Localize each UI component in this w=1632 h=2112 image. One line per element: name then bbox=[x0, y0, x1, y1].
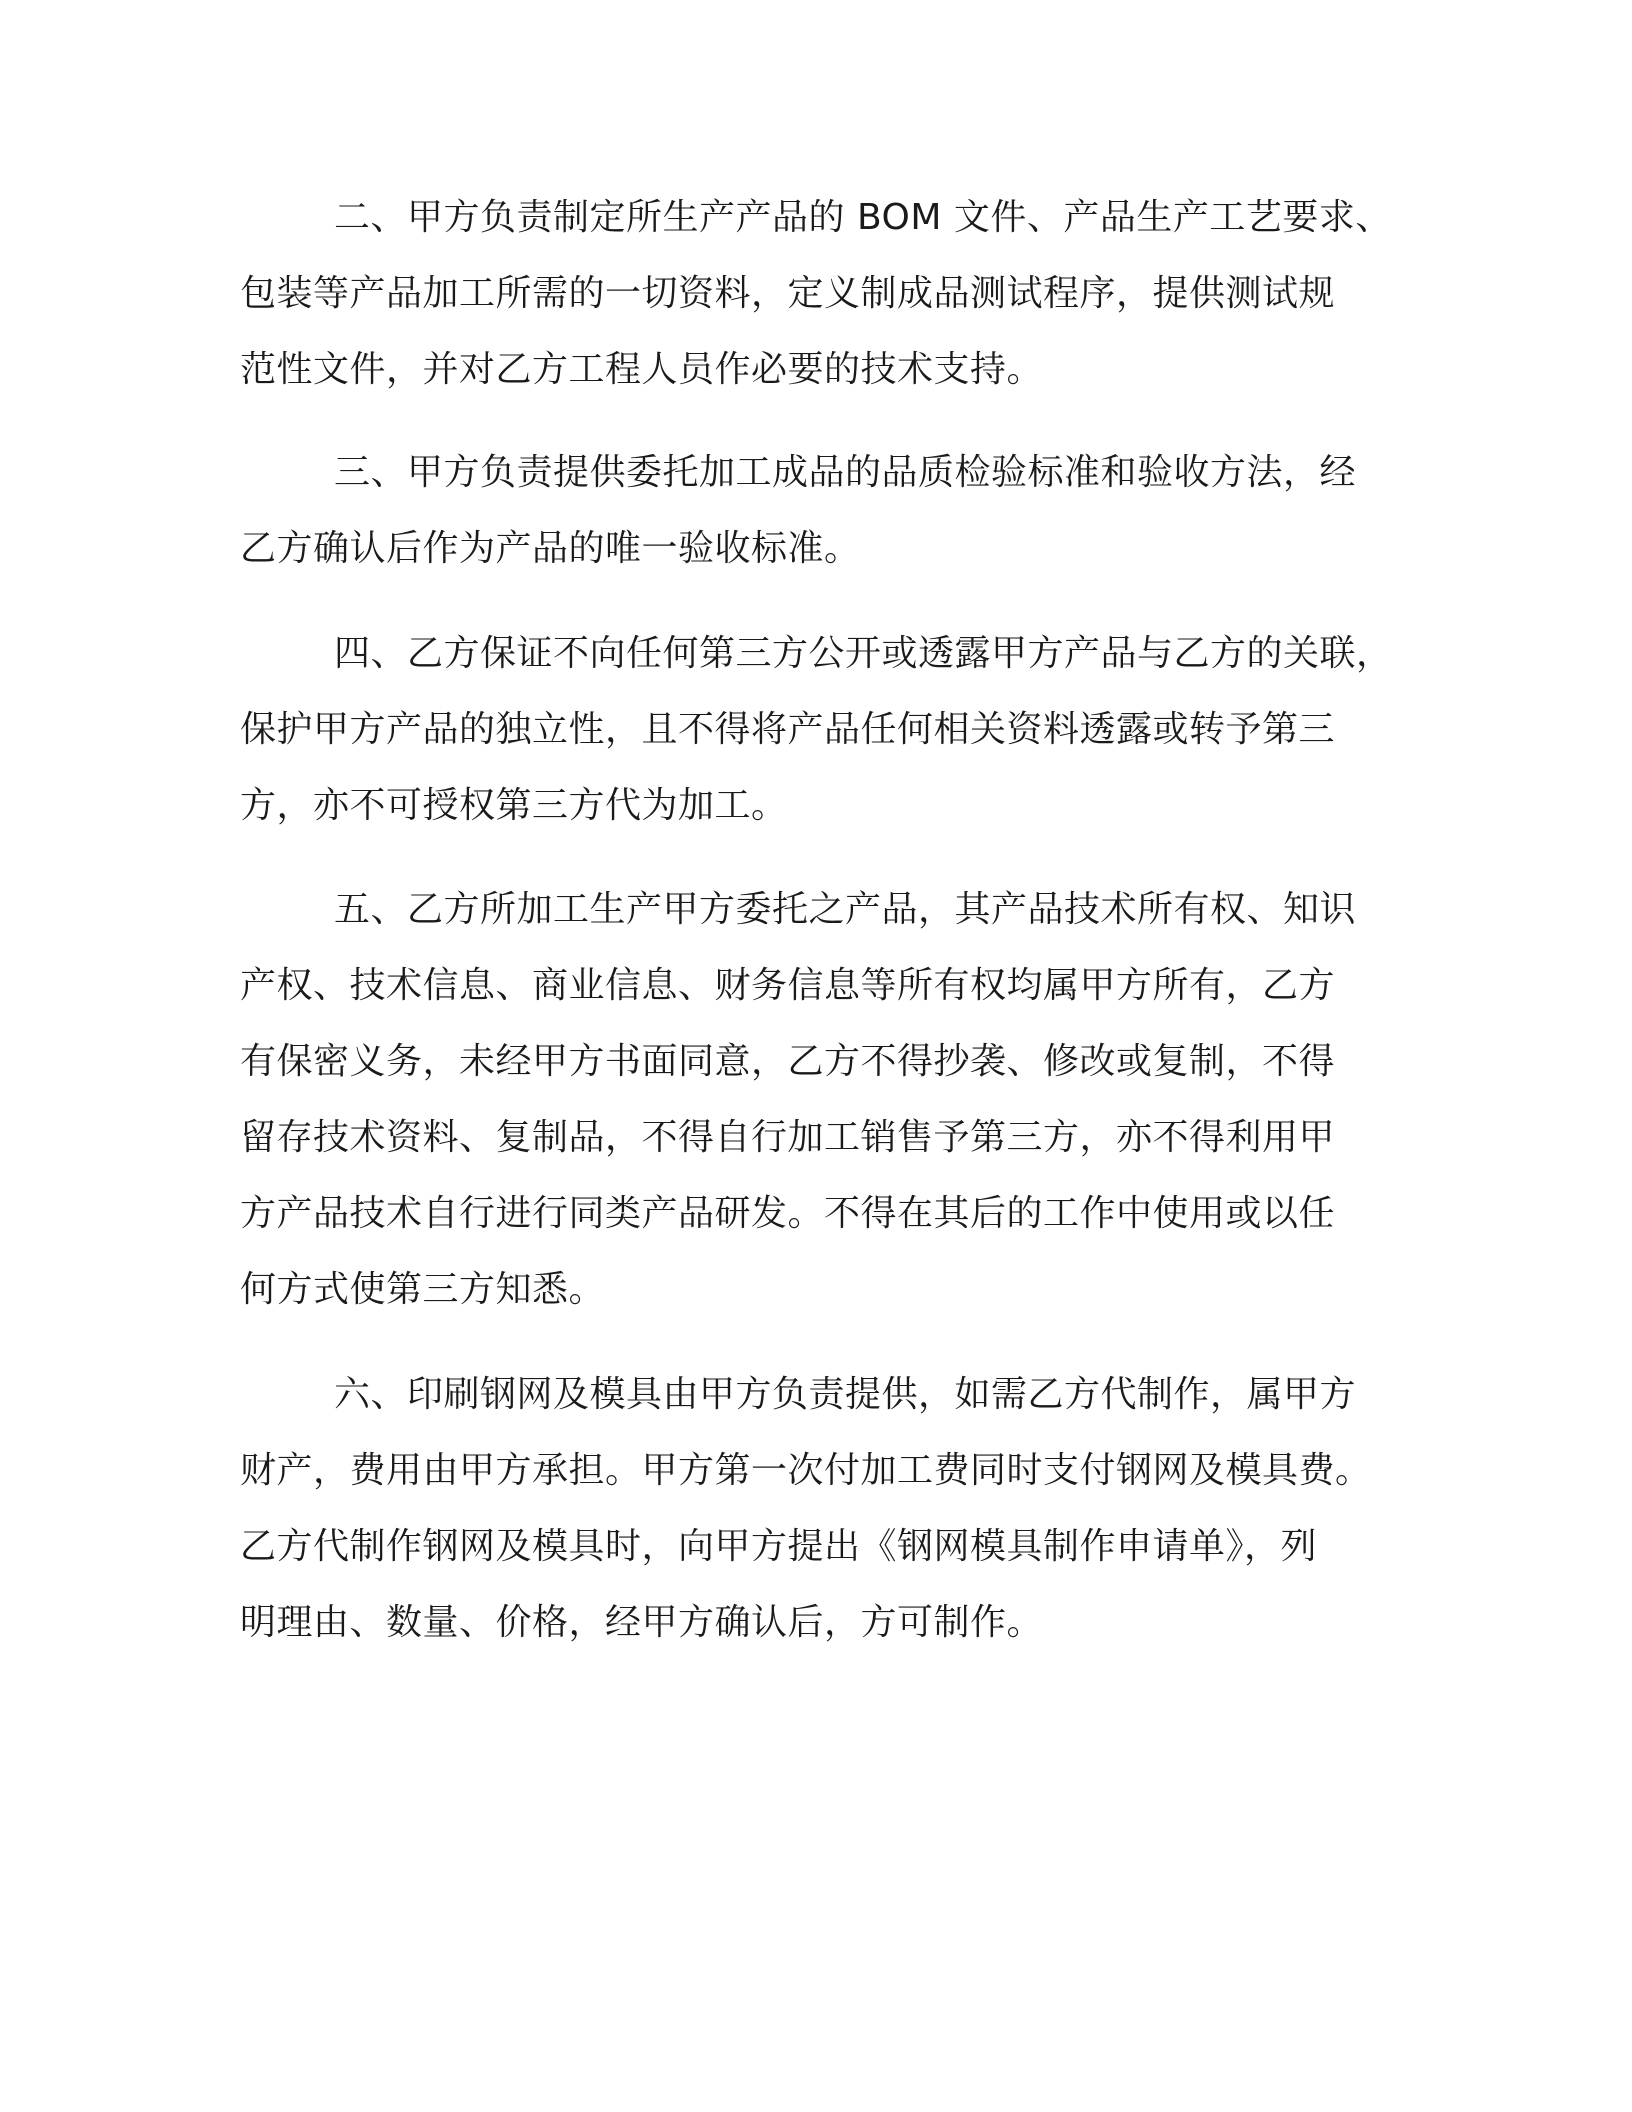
paragraph-6-line-3: 乙方代制作钢网及模具时，向甲方提出《钢网模具制作申请单》，列 bbox=[240, 1526, 1318, 1567]
paragraph-3-line-2: 乙方确认后作为产品的唯一验收标准。 bbox=[240, 528, 861, 569]
paragraph-5-line-3: 有保密义务，未经甲方书面同意，乙方不得抄袭、修改或复制，不得 bbox=[240, 1041, 1336, 1082]
paragraph-6-line-2: 财产，费用由甲方承担。甲方第一次付加工费同时支付钢网及模具费。 bbox=[240, 1450, 1372, 1491]
paragraph-2-line-3: 范性文件，并对乙方工程人员作必要的技术支持。 bbox=[240, 349, 1044, 390]
paragraph-5-line-2: 产权、技术信息、商业信息、财务信息等所有权均属甲方所有，乙方 bbox=[240, 965, 1336, 1006]
paragraph-6-line-4: 明理由、数量、价格，经甲方确认后，方可制作。 bbox=[240, 1602, 1044, 1643]
paragraph-5-line-1: 五、乙方所加工生产甲方委托之产品，其产品技术所有权、知识 bbox=[334, 889, 1357, 930]
paragraph-6-line-1: 六、印刷钢网及模具由甲方负责提供，如需乙方代制作，属甲方 bbox=[334, 1374, 1357, 1415]
paragraph-5-line-6: 何方式使第三方知悉。 bbox=[240, 1269, 606, 1310]
paragraph-2-line-2: 包装等产品加工所需的一切资料，定义制成品测试程序，提供测试规 bbox=[240, 273, 1336, 314]
paragraph-3-line-1: 三、甲方负责提供委托加工成品的品质检验标准和验收方法，经 bbox=[334, 452, 1357, 493]
paragraph-4-line-1: 四、乙方保证不向任何第三方公开或透露甲方产品与乙方的关联， bbox=[334, 633, 1393, 674]
paragraph-5-line-5: 方产品技术自行进行同类产品研发。不得在其后的工作中使用或以任 bbox=[240, 1193, 1336, 1234]
paragraph-2-line-1: 二、甲方负责制定所生产产品的 BOM 文件、产品生产工艺要求、 bbox=[334, 197, 1392, 238]
paragraph-4-line-2: 保护甲方产品的独立性，且不得将产品任何相关资料透露或转予第三 bbox=[240, 709, 1336, 750]
paragraph-5-line-4: 留存技术资料、复制品，不得自行加工销售予第三方，亦不得利用甲 bbox=[240, 1117, 1336, 1158]
paragraph-4-line-3: 方，亦不可授权第三方代为加工。 bbox=[240, 785, 788, 826]
